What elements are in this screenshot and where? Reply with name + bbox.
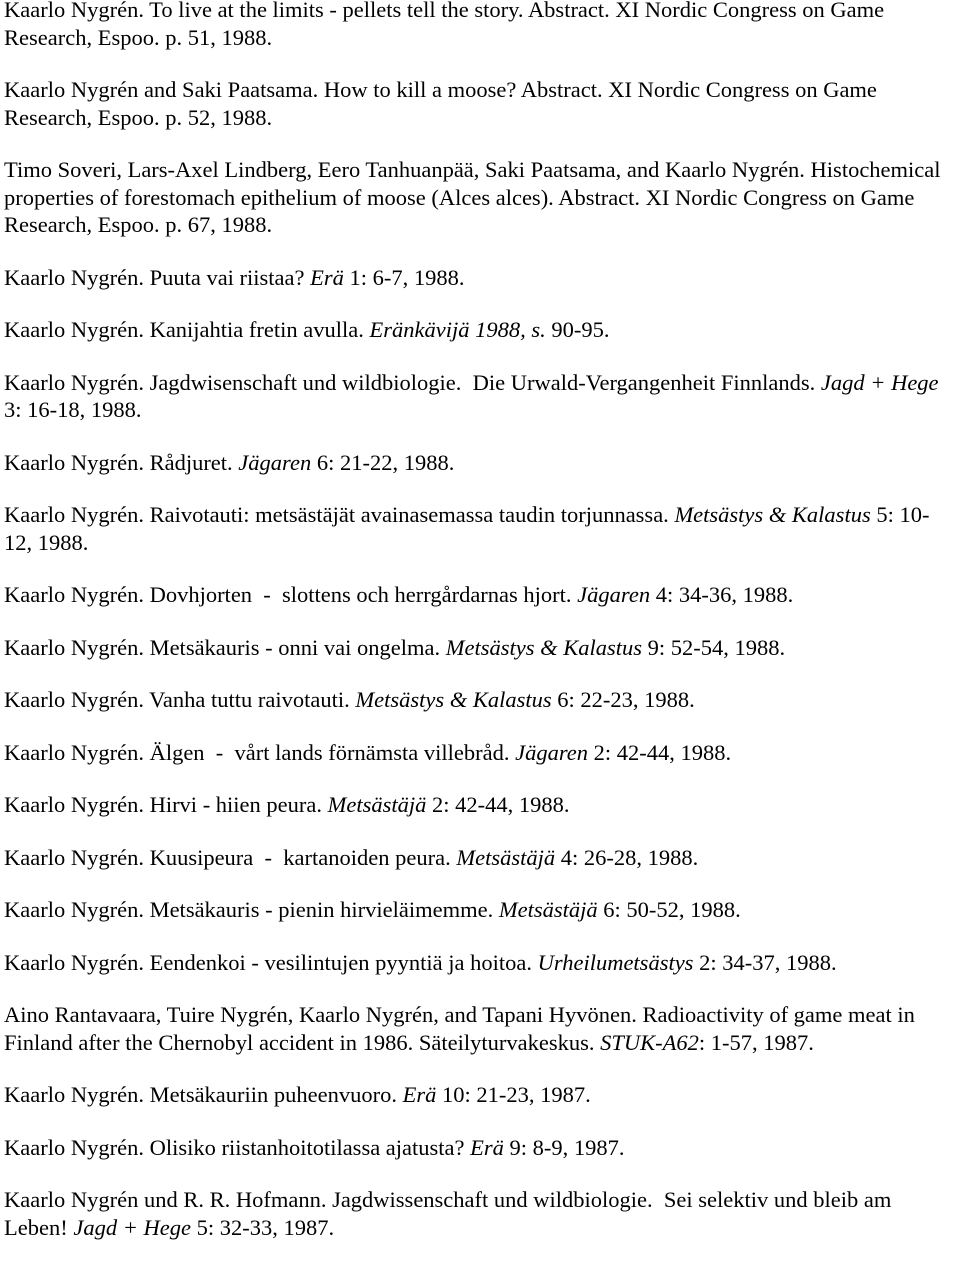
reference-entry [4,896,956,924]
reference-list [4,0,956,1266]
reference-source-italic: Metsästäjä [498,897,598,922]
reference-entry [4,949,956,977]
reference-text: 6: 50-52, 1988. [597,897,741,922]
reference-entry [4,76,956,131]
reference-source-italic: Erä [310,264,344,290]
reference-source-italic: Metsästys & Kalastus [445,634,643,660]
reference-entry [4,316,956,344]
reference-source-italic: Erä [470,1134,504,1160]
reference-text: 90-95. [545,317,610,342]
reference-entry [4,581,956,609]
reference-text: Kaarlo Nygrén. Dovhjorten - slottens och herrgårdarnas hjort. [4,582,578,607]
reference-text: 9: 52-54, 1988. [642,634,786,660]
reference-entry [4,501,956,556]
reference-text: 6: 22-23, 1988. [551,687,695,712]
reference-text: 4: 34-36, 1988. [650,582,794,607]
reference-source-italic: Jägaren [238,449,312,475]
reference-text: Kaarlo Nygrén. Rådjuret. [4,449,239,475]
reference-source-italic: Metsästys & Kalastus [674,502,871,527]
reference-source-italic: Metsästäjä [327,792,427,817]
reference-source-italic: Jägaren [577,582,651,607]
reference-entry [4,1134,956,1162]
reference-text: Kaarlo Nygrén. Raivotauti: metsästäjät avainasemassa taudin torjunnassa. [4,502,675,527]
reference-entry [4,739,956,767]
reference-text: : 1-57, 1987. [698,1029,814,1055]
reference-source-italic: Urheilumetsästys [537,949,694,975]
reference-text: Kaarlo Nygrén. Kuusipeura - kartanoiden peura. [4,844,457,870]
reference-text: 2: 42-44, 1988. [588,739,732,765]
reference-entry [4,1001,956,1056]
reference-source-italic: Eränkävijä 1988, s. [369,317,546,342]
reference-source-italic: Jagd + Hege [73,1214,191,1240]
reference-text: Kaarlo Nygrén. Kanijahtia fretin avulla. [4,317,370,342]
reference-text: 5: 10-12, 1988. [4,502,930,555]
reference-text: 10: 21-23, 1987. [436,1082,591,1107]
reference-text: Kaarlo Nygrén. Jagdwisenschaft und wildbiologie. Die Urwald-Vergangenheit Finnlands. [4,369,821,395]
reference-entry [4,449,956,477]
reference-text: Kaarlo Nygrén. Metsäkauris - onni vai ongelma. [4,634,446,660]
reference-source-italic: Jagd + Hege [820,369,939,395]
reference-text: Kaarlo Nygrén. Eendenkoi - vesilintujen pyyntiä ja hoitoa. [4,949,538,975]
reference-entry [4,264,956,292]
reference-text: 2: 34-37, 1988. [693,949,837,975]
reference-text: Kaarlo Nygrén and Saki Paatsama. How to kill a moose? Abstract. XI Nordic Congress on Game Research, Espoo. p. 52, 1988. [4,77,883,130]
reference-source-italic: Metsästäjä [456,844,556,870]
reference-entry [4,634,956,662]
reference-text: Kaarlo Nygrén und R. R. Hofmann. Jagdwissenschaft und wildbiologie. Sei selektiv und bleib am Leben! [4,1187,897,1240]
reference-entry [4,844,956,872]
reference-text: 9: 8-9, 1987. [503,1134,625,1160]
reference-text: 4: 26-28, 1988. [555,844,699,870]
reference-text: Kaarlo Nygrén. Älgen - vårt lands förnämsta villebråd. [4,739,516,765]
reference-text: Kaarlo Nygrén. Metsäkauris - pienin hirvieläimemme. [4,897,499,922]
reference-source-italic: Jägaren [515,739,588,765]
reference-text: Kaarlo Nygrén. Metsäkauriin puheenvuoro. [4,1082,403,1107]
reference-source-italic: Erä [402,1082,437,1107]
reference-text: Kaarlo Nygrén. Olisiko riistanhoitotilassa ajatusta? [4,1134,471,1160]
reference-entry [4,156,956,239]
reference-text: 2: 42-44, 1988. [426,792,570,817]
reference-text: 6: 21-22, 1988. [311,449,455,475]
reference-text: 5: 32-33, 1987. [191,1214,335,1240]
reference-entry [4,686,956,714]
reference-entry [4,1186,956,1241]
reference-text: Aino Rantavaara, Tuire Nygrén, Kaarlo Nygrén, and Tapani Hyvönen. Radioactivity of game meat in Finland after the Chernobyl accident in 1986. Säteilyturvakeskus. [4,1002,921,1055]
reference-text: Kaarlo Nygrén. Vanha tuttu raivotauti. [4,687,356,712]
reference-text: Kaarlo Nygrén. Hirvi - hiien peura. [4,792,328,817]
reference-text: Timo Soveri, Lars-Axel Lindberg, Eero Tanhuanpää, Saki Paatsama, and Kaarlo Nygrén. Histochemical properties of forestomach epithelium of moose (Alces alces). Abstract. XI Nordic Congress on Game Research, Espoo. p. 67, 1988. [4,157,947,237]
reference-text: Kaarlo Nygrén. Puuta vai riistaa? [4,264,311,290]
reference-source-italic: STUK-A62 [600,1029,699,1055]
reference-entry [4,791,956,819]
reference-source-italic: Metsästys & Kalastus [355,687,552,712]
reference-text: 3: 16-18, 1988. [4,369,945,422]
reference-entry [4,1081,956,1109]
reference-text: 1: 6-7, 1988. [343,264,465,290]
reference-entry [4,0,956,51]
reference-text: Kaarlo Nygrén. To live at the limits - pellets tell the story. Abstract. XI Nordic Congress on Game Research, Espoo. p. 51, 1988. [4,0,890,50]
reference-entry [4,369,956,424]
